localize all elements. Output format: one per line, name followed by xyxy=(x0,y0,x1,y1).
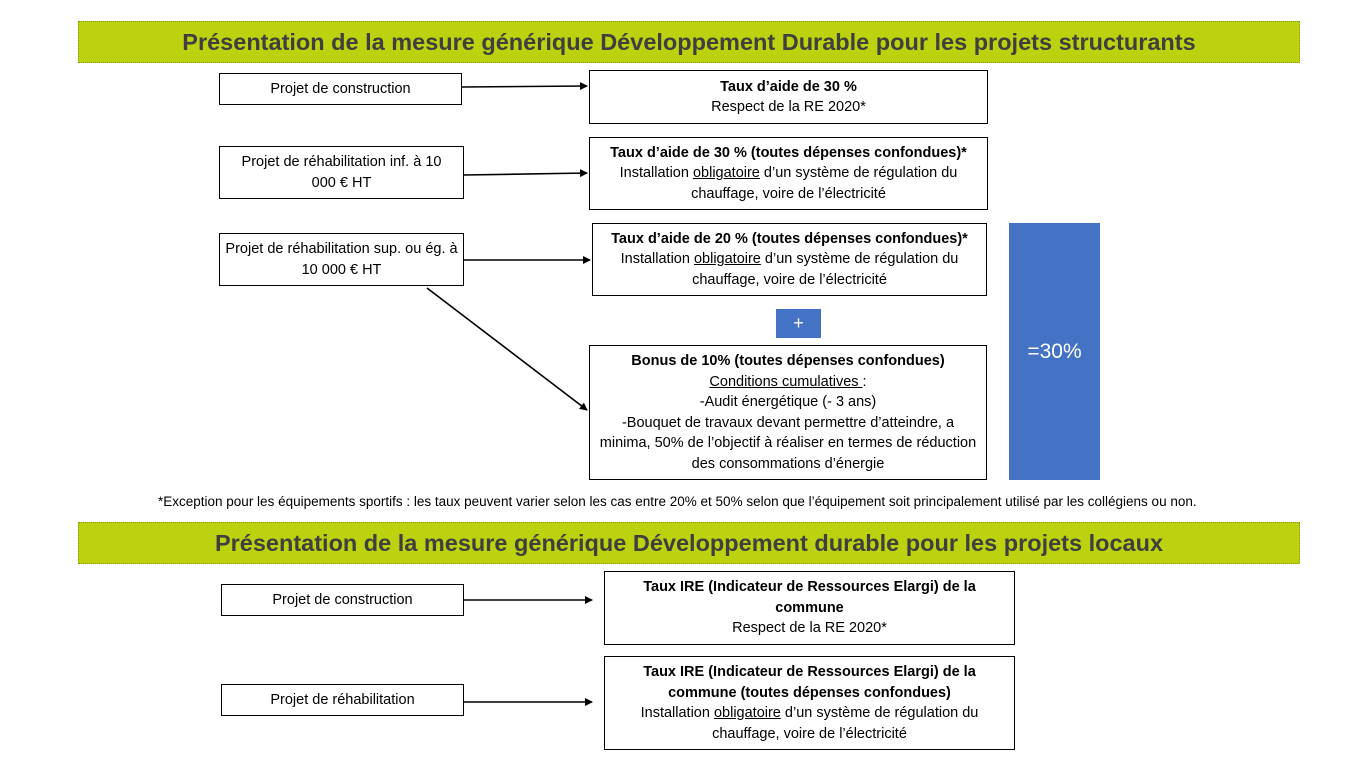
bonus-conditions: Conditions cumulatives : xyxy=(709,373,867,390)
project-label: Projet de construction xyxy=(270,80,411,97)
result-heading: Taux d’aide de 30 % (toutes dépenses confondues)* xyxy=(610,144,967,161)
project-label: Projet de réhabilitation sup. ou ég. à 10 000 € HT xyxy=(225,241,458,278)
total-rate-panel: =30% xyxy=(1009,223,1100,480)
section-title-locaux: Présentation de la mesure générique Développement durable pour les projets locaux xyxy=(78,522,1300,564)
arrow-rehab-inf xyxy=(464,173,587,175)
result-detail: Respect de la RE 2020* xyxy=(711,99,866,115)
footnote: *Exception pour les équipements sportifs : les taux peuvent varier selon les cas entre 20% et 50% selon que l’équipement soit principalement utilisé par les collégiens ou non. xyxy=(158,494,1197,509)
arrow-construction xyxy=(462,86,587,87)
bonus-item: -Bouquet de travaux devant permettre d’atteindre, a minima, 50% de l’objectif à réaliser en termes de réduction des consommations d’énergie xyxy=(599,414,977,472)
project-label: Projet de construction xyxy=(272,591,413,608)
result-detail: Respect de la RE 2020* xyxy=(732,620,887,637)
underlined-word: obligatoire xyxy=(713,705,781,721)
result-detail: Installation obligatoire d’un système de régulation du chauffage, voire de l’électricité xyxy=(620,251,959,288)
bonus-heading: Bonus de 10% (toutes dépenses confondues) xyxy=(631,353,945,369)
underlined-word: obligatoire xyxy=(692,165,760,182)
bonus-item: -Audit énergétique (- 3 ans) xyxy=(699,394,877,410)
project-label: Projet de réhabilitation inf. à 10 000 € HT xyxy=(241,154,442,191)
result-heading: Taux d’aide de 30 % xyxy=(720,78,857,95)
result-heading: Taux d’aide de 20 % (toutes dépenses confondues)* xyxy=(611,230,968,247)
result-heading: Taux IRE (Indicateur de Ressources Elargi) de la commune xyxy=(643,579,976,616)
plus-badge: + xyxy=(776,309,821,338)
result-detail: Installation obligatoire d’un système de régulation du chauffage, voire de l’électricité xyxy=(640,705,979,742)
project-label: Projet de réhabilitation xyxy=(270,691,415,708)
underlined-word: obligatoire xyxy=(693,251,761,268)
section-title-structurants: Présentation de la mesure générique Développement Durable pour les projets structurants xyxy=(78,21,1300,63)
result-heading: Taux IRE (Indicateur de Ressources Elargi) de la commune (toutes dépenses confondues) xyxy=(643,664,976,701)
result-detail: Installation obligatoire d’un système de régulation du chauffage, voire de l’électricité xyxy=(619,165,958,202)
arrow-bonus xyxy=(427,288,587,410)
